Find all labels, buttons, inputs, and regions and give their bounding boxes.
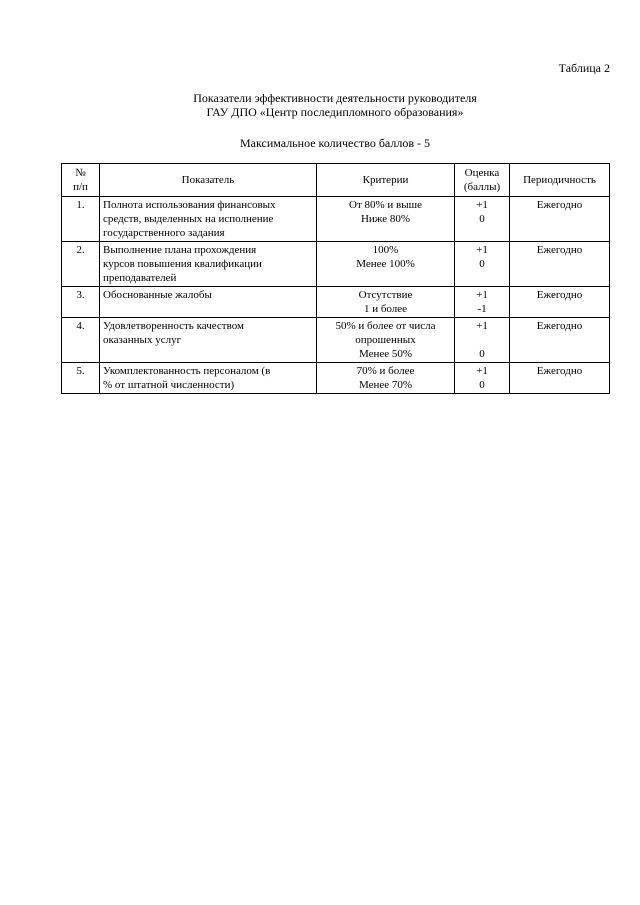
row-num: 4.: [62, 318, 100, 363]
indicator-line: Удовлетворенность качеством: [103, 320, 244, 332]
score-line: +1: [476, 244, 488, 256]
row-indicator: [100, 318, 317, 363]
indicator-line: Полнота использования финансовых: [103, 199, 276, 211]
indicator-line: Выполнение плана прохождения: [103, 244, 257, 256]
row-periodicity: Ежегодно: [510, 287, 610, 318]
table-row: [62, 318, 610, 363]
criteria-line: От 80% и выше: [349, 199, 422, 211]
title-line-2: ГАУ ДПО «Центр последипломного образования»: [206, 105, 464, 119]
table-row: [62, 287, 610, 318]
document-title: [0, 91, 640, 119]
score-line: +1: [476, 365, 488, 377]
row-indicator: [100, 287, 317, 318]
header-periodicity: Периодичность: [510, 164, 610, 197]
table-row: [62, 197, 610, 242]
criteria-line: Ниже 80%: [360, 213, 411, 225]
criteria-line: Менее 70%: [358, 379, 413, 391]
table-row: [62, 363, 610, 394]
row-score: [455, 197, 510, 242]
header-criteria: Критерии: [317, 164, 455, 197]
row-criteria: [317, 197, 455, 242]
criteria-line: 70% и более: [356, 365, 415, 377]
score-line: 0: [479, 258, 485, 270]
score-line: 0: [479, 348, 485, 360]
header-indicator: Показатель: [100, 164, 317, 197]
row-criteria: [317, 287, 455, 318]
header-score-line2: (баллы): [463, 181, 501, 193]
header-score-line1: Оценка: [464, 167, 500, 179]
score-line: +1: [476, 320, 488, 332]
table-row: [62, 242, 610, 287]
indicator-line: % от штатной численности): [103, 379, 235, 391]
score-line: -1: [477, 303, 487, 315]
criteria-line: Менее 100%: [356, 258, 415, 270]
table-header-row: [62, 164, 610, 197]
header-num: [62, 164, 100, 197]
row-num: 1.: [62, 197, 100, 242]
row-periodicity: Ежегодно: [510, 197, 610, 242]
header-score: [455, 164, 510, 197]
score-line: +1: [476, 199, 488, 211]
title-line-1: Показатели эффективности деятельности руководителя: [193, 91, 477, 105]
row-indicator: [100, 363, 317, 394]
score-line: +1: [476, 289, 488, 301]
row-num: 3.: [62, 287, 100, 318]
score-spacer: [458, 333, 506, 347]
table-label: Таблица 2: [558, 61, 610, 75]
row-criteria: [317, 318, 455, 363]
row-score: [455, 318, 510, 363]
row-indicator: [100, 242, 317, 287]
indicator-line: средств, выделенных на исполнение: [103, 213, 274, 225]
criteria-line: 100%: [372, 244, 399, 256]
row-periodicity: Ежегодно: [510, 363, 610, 394]
indicator-line: преподавателей: [103, 272, 177, 284]
indicator-line: курсов повышения квалификации: [103, 258, 262, 270]
row-num: 5.: [62, 363, 100, 394]
row-score: [455, 363, 510, 394]
criteria-line: 50% и более от числа: [335, 320, 436, 332]
row-score: [455, 242, 510, 287]
indicator-line: Обоснованные жалобы: [103, 289, 212, 301]
criteria-line: Отсутствие: [358, 289, 413, 301]
header-num-line2: п/п: [73, 181, 88, 193]
max-score-text: Максимальное количество баллов - 5: [239, 136, 431, 150]
row-criteria: [317, 363, 455, 394]
row-indicator: [100, 197, 317, 242]
header-num-line1: №: [75, 167, 86, 179]
row-periodicity: Ежегодно: [510, 242, 610, 287]
row-periodicity: Ежегодно: [510, 318, 610, 363]
row-score: [455, 287, 510, 318]
indicators-table: [61, 163, 610, 394]
criteria-line: опрошенных: [355, 334, 416, 346]
score-line: 0: [479, 379, 485, 391]
row-criteria: [317, 242, 455, 287]
criteria-line: 1 и более: [363, 303, 408, 315]
indicator-line: государственного задания: [103, 227, 225, 239]
score-line: 0: [479, 213, 485, 225]
criteria-line: Менее 50%: [358, 348, 413, 360]
indicator-line: Укомплектованность персоналом (в: [103, 365, 271, 377]
row-num: 2.: [62, 242, 100, 287]
indicator-line: оказанных услуг: [103, 334, 182, 346]
